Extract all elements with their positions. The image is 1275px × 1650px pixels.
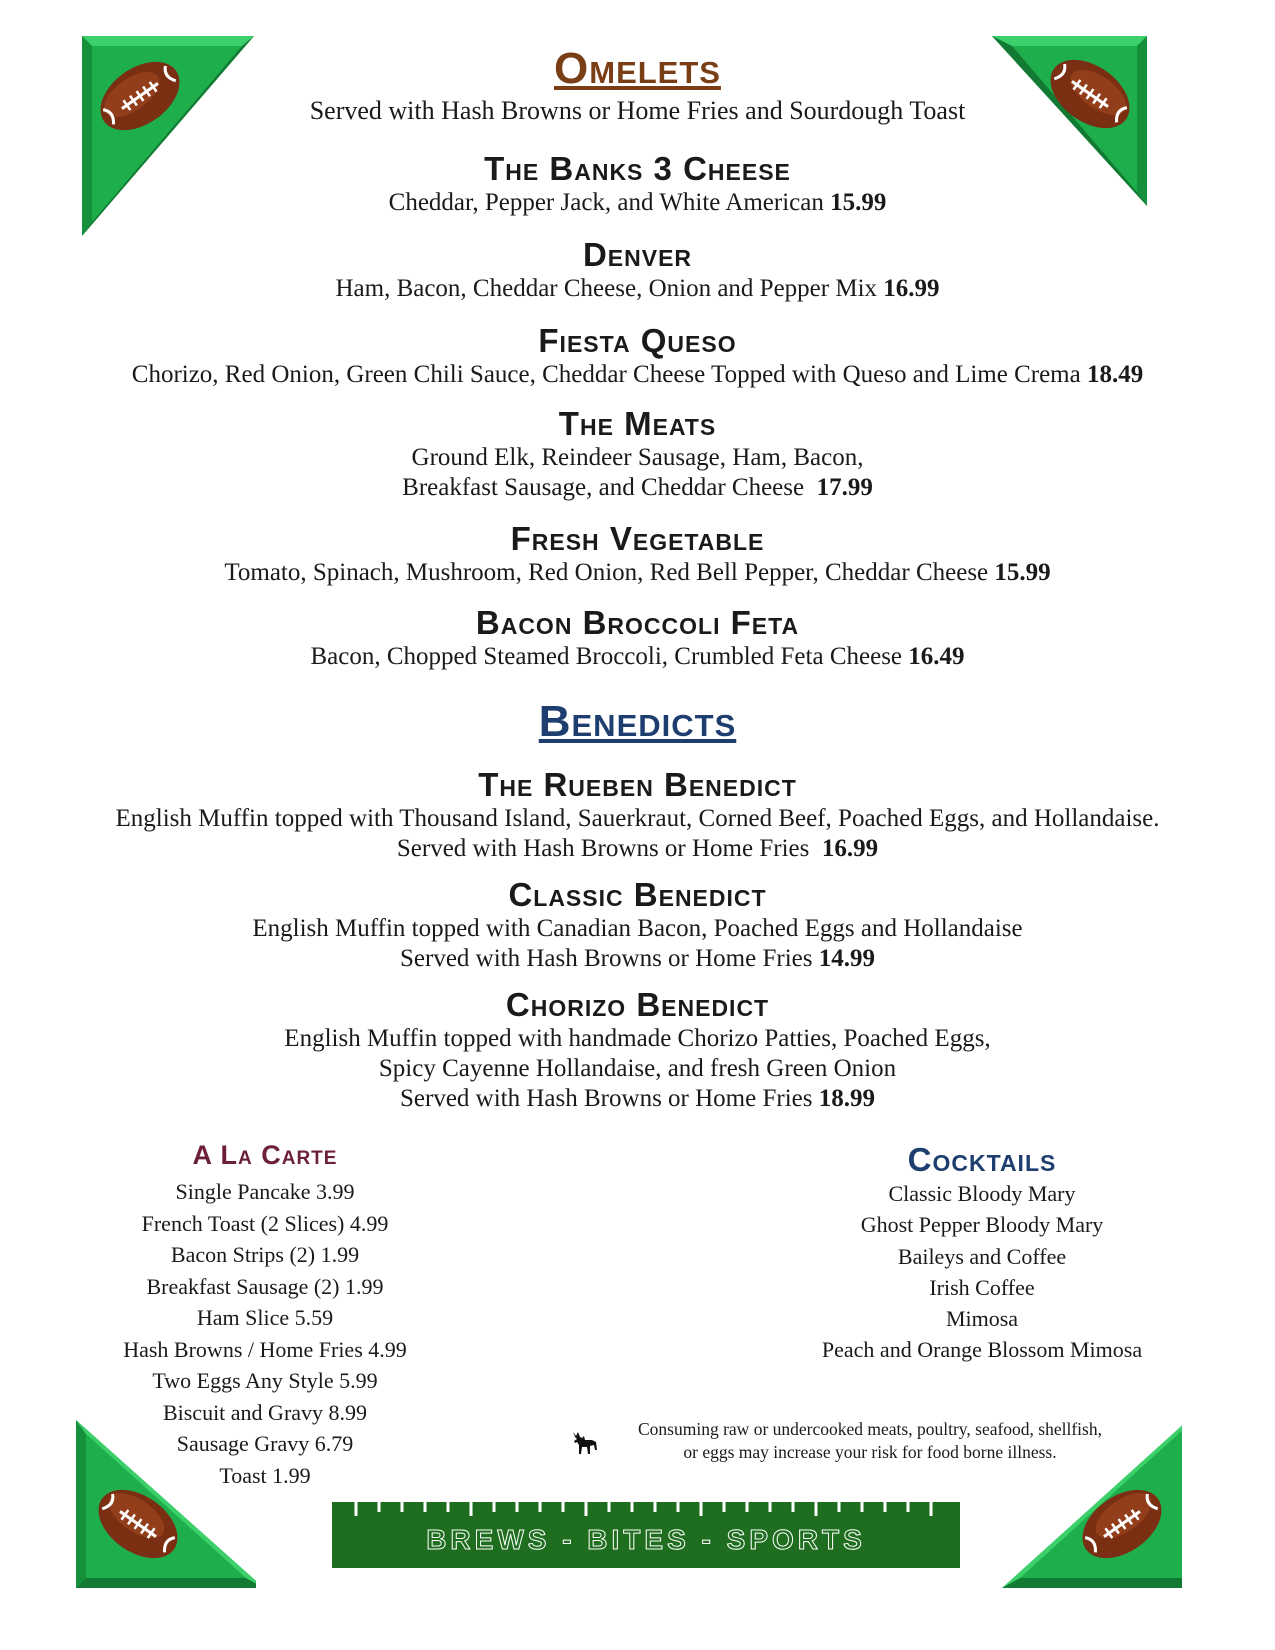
list-item: Irish Coffee bbox=[929, 1274, 1035, 1300]
list-item: Baileys and Coffee bbox=[897, 1243, 1067, 1269]
item-description: Tomato, Spinach, Mushroom, Red Onion, Red Bell Pepper, Cheddar Cheese bbox=[224, 559, 989, 586]
list-item: Hash Browns / Home Fries 4.99 bbox=[123, 1336, 407, 1362]
item-name: Chorizo Benedict bbox=[505, 986, 770, 1023]
menu-item bbox=[0, 604, 1275, 672]
item-description: English Muffin topped with Thousand Island, Sauerkraut, Corned Beef, Poached Eggs, and Hollandaise. bbox=[115, 805, 1160, 832]
list-item: Bacon Strips (2) 1.99 bbox=[170, 1242, 360, 1267]
menu-item bbox=[0, 876, 1275, 974]
omelets-heading: Omelets bbox=[554, 44, 721, 93]
item-price: 14.99 bbox=[818, 945, 875, 972]
item-name: Classic Benedict bbox=[508, 876, 767, 913]
list-item: Ham Slice 5.59 bbox=[196, 1305, 334, 1330]
banner-text: BREWS - BITES - SPORTS bbox=[426, 1524, 866, 1555]
item-price: 15.99 bbox=[994, 559, 1051, 586]
menu-item bbox=[0, 405, 1275, 503]
item-name: Fiesta Queso bbox=[538, 322, 737, 359]
item-description: Served with Hash Browns or Home Fries bbox=[400, 1085, 813, 1112]
moose-icon bbox=[570, 1428, 600, 1456]
footer-banner bbox=[332, 1500, 960, 1568]
list-item: French Toast (2 Slices) 4.99 bbox=[141, 1210, 389, 1236]
benedicts-heading: Benedicts bbox=[538, 697, 737, 746]
item-price: 17.99 bbox=[816, 474, 873, 501]
menu-item bbox=[0, 986, 1275, 1114]
menu-item bbox=[0, 236, 1275, 304]
item-price: 16.99 bbox=[821, 835, 879, 862]
menu-item bbox=[0, 520, 1275, 588]
list-item: Biscuit and Gravy 8.99 bbox=[162, 1399, 368, 1425]
item-price: 18.99 bbox=[818, 1085, 875, 1112]
item-price: 16.99 bbox=[883, 275, 940, 302]
food-safety-warning bbox=[600, 1418, 1140, 1464]
item-name: The Rueben Benedict bbox=[478, 766, 797, 803]
item-description: Bacon, Chopped Steamed Broccoli, Crumbled Feta Cheese bbox=[310, 643, 903, 670]
list-item: Sausage Gravy 6.79 bbox=[176, 1431, 354, 1456]
menu-item bbox=[0, 322, 1275, 390]
item-description: Cheddar, Pepper Jack, and White American bbox=[388, 189, 824, 216]
item-description: Spicy Cayenne Hollandaise, and fresh Green Onion bbox=[378, 1055, 897, 1082]
list-item: Toast 1.99 bbox=[219, 1462, 311, 1488]
item-name: The Banks 3 Cheese bbox=[484, 150, 791, 187]
item-name: Fresh Vegetable bbox=[510, 520, 765, 557]
item-name: Bacon Broccoli Feta bbox=[475, 604, 800, 641]
list-item: Two Eggs Any Style 5.99 bbox=[152, 1368, 378, 1393]
item-description: Served with Hash Browns or Home Fries bbox=[400, 945, 813, 972]
list-item: Classic Bloody Mary bbox=[888, 1181, 1076, 1206]
yard-line-ticks bbox=[332, 1500, 960, 1520]
item-description: Breakfast Sausage, and Cheddar Cheese bbox=[402, 474, 805, 501]
item-description: Ham, Bacon, Cheddar Cheese, Onion and Pepper Mix bbox=[335, 275, 878, 302]
list-item: Peach and Orange Blossom Mimosa bbox=[821, 1337, 1143, 1363]
item-description: Served with Hash Browns or Home Fries bbox=[396, 835, 810, 862]
item-description: English Muffin topped with Canadian Bacon, Poached Eggs and Hollandaise bbox=[252, 915, 1023, 942]
item-price: 15.99 bbox=[830, 189, 887, 216]
item-description: English Muffin topped with handmade Chorizo Patties, Poached Eggs, bbox=[284, 1025, 991, 1052]
warning-line: or eggs may increase your risk for food borne illness. bbox=[683, 1442, 1057, 1462]
list-item: Breakfast Sausage (2) 1.99 bbox=[146, 1273, 384, 1299]
menu-item bbox=[0, 150, 1275, 218]
item-price: 16.49 bbox=[908, 643, 965, 670]
list-item: Mimosa bbox=[945, 1306, 1019, 1332]
omelets-subtitle: Served with Hash Browns or Home Fries and Sourdough Toast bbox=[309, 96, 966, 125]
item-price: 18.49 bbox=[1086, 361, 1144, 388]
cocktails-list bbox=[782, 1178, 1182, 1366]
list-item: Single Pancake 3.99 bbox=[175, 1179, 355, 1204]
a-la-carte-heading: A La Carte bbox=[192, 1140, 338, 1170]
item-description: Chorizo, Red Onion, Green Chili Sauce, Cheddar Cheese Topped with Queso and Lime Crema bbox=[131, 361, 1081, 388]
cocktails-heading: Cocktails bbox=[907, 1141, 1057, 1178]
item-name: The Meats bbox=[558, 405, 717, 442]
a-la-carte-list bbox=[95, 1176, 435, 1491]
warning-line: Consuming raw or undercooked meats, poultry, seafood, shellfish, bbox=[638, 1419, 1102, 1439]
item-name: Denver bbox=[582, 236, 693, 273]
menu-item bbox=[0, 766, 1275, 864]
list-item: Ghost Pepper Bloody Mary bbox=[860, 1212, 1104, 1238]
item-description: Ground Elk, Reindeer Sausage, Ham, Bacon, bbox=[411, 444, 864, 471]
